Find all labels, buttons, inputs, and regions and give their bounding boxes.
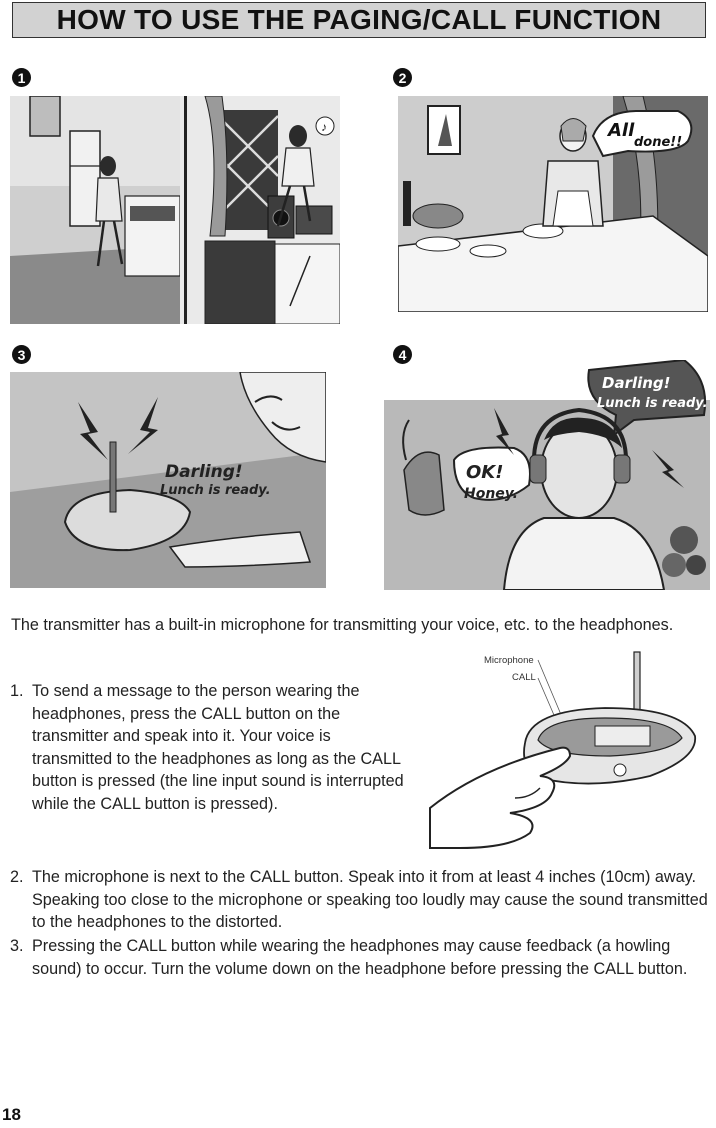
instruction-item-1 (10, 680, 406, 815)
panel-2-number: 2 (393, 68, 412, 87)
panel-1-illustration (10, 96, 340, 324)
panel-2-illustration (398, 96, 708, 312)
panel-4-number: 4 (393, 345, 412, 364)
title-bar (12, 2, 706, 38)
panel-2-speech-line-1: All (608, 120, 635, 141)
page-title: HOW TO USE THE PAGING/CALL FUNCTION (56, 4, 662, 35)
item-text: Pressing the CALL button while wearing the headphones may cause feedback (a howling sound) to occur. Turn the volume down on the headphone before pressing the CALL button. (32, 937, 688, 978)
panel-3-speech-line-1: Darling! (165, 462, 243, 482)
panel-4-speech-top-line-2: Lunch is ready. (597, 396, 708, 411)
instruction-item-3 (10, 935, 710, 980)
panel-2-speech-line-2: done!! (634, 135, 683, 150)
panel-4-speech-top-line-1: Darling! (602, 374, 671, 392)
transmitter-figure (420, 648, 710, 858)
item-number: 2. (10, 868, 24, 886)
item-number: 1. (10, 682, 24, 700)
intro-paragraph: The transmitter has a built-in microphone for transmitting your voice, etc. to the headphones. (11, 616, 674, 634)
item-text: To send a message to the person wearing the headphones, press the CALL button on the transmitter and speak into it. Your voice is transmitted to the headphones as long as the CALL button is pressed (the line input sound is interrupted while the CALL button is pressed). (32, 682, 404, 813)
item-number: 3. (10, 937, 24, 955)
page-number: 18 (2, 1105, 21, 1124)
panel-1-number: 1 (12, 68, 31, 87)
instruction-item-2 (10, 866, 710, 934)
svg-text:♪: ♪ (321, 120, 327, 134)
item-text: The microphone is next to the CALL button. Speak into it from at least 4 inches (10cm) away. Speaking too close to the microphone or speaking too loudly may cause the sound transmitted to the headphones to the distorted. (32, 868, 708, 931)
panel-3-illustration (10, 372, 326, 588)
panel-4-speech-reply-line-2: Honey. (464, 486, 518, 502)
panel-3-number: 3 (12, 345, 31, 364)
panel-4-speech-reply-line-1: OK! (466, 462, 504, 483)
microphone-label: Microphone (484, 655, 534, 666)
call-label: CALL (512, 672, 536, 683)
panel-3-speech-line-2: Lunch is ready. (160, 483, 271, 498)
panel-4-illustration (384, 360, 710, 590)
